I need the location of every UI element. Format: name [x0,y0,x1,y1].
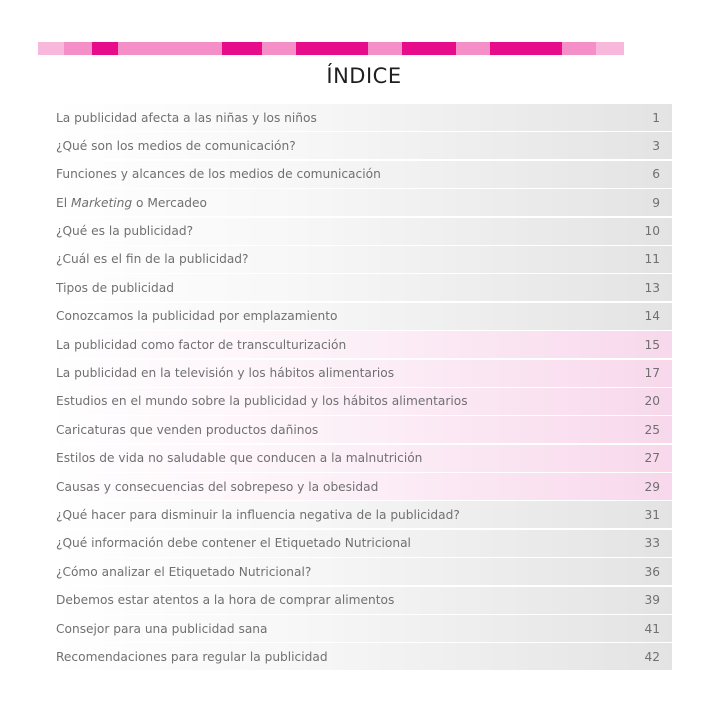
toc-entry-title [56,451,422,465]
toc-entry-text: ¿Qué es la publicidad? [56,224,194,239]
toc-page-number: 42 [644,649,660,664]
toc-entry-title [56,309,338,323]
toc-row[interactable] [52,303,672,330]
toc-entry-title [56,593,394,607]
toc-page-number: 25 [644,422,660,437]
toc-row[interactable] [52,360,672,387]
toc-entry-title [56,252,249,266]
toc-page-number: 13 [644,280,660,295]
toc-row[interactable] [52,587,672,614]
toc-page-number: 27 [644,451,660,466]
toc-row[interactable] [52,643,672,670]
toc-entry-title [56,394,468,408]
toc-entry-text: ¿Qué información debe contener el Etiquetado Nutricional [56,536,411,551]
toc-entry-title [56,139,296,153]
toc-entry-title [56,196,207,210]
toc-row[interactable] [52,132,672,159]
toc-row[interactable] [52,501,672,528]
band-segment [222,42,262,55]
band-segment [562,42,596,55]
toc-entry-text: Tipos de publicidad [56,280,174,295]
toc-entry-text: La publicidad en la televisión y los hábitos alimentarios [56,366,395,381]
toc-entry-title [56,536,411,550]
toc-entry-emphasis: Marketing [70,195,133,210]
toc-page-number: 20 [644,394,660,409]
toc-entry-title [56,480,378,494]
toc-row[interactable] [52,104,672,131]
band-segment [92,42,118,55]
toc-entry-text: o Mercadeo [132,195,207,210]
toc-entry-text: Causas y consecuencias del sobrepeso y la obesidad [56,479,379,494]
toc-page-number: 6 [652,167,660,182]
toc-row[interactable] [52,530,672,557]
toc-row[interactable] [52,473,672,500]
page-title: ÍNDICE [326,64,402,88]
toc-page-number: 11 [644,252,660,267]
toc-entry-text: ¿Cuál es el fin de la publicidad? [56,252,249,267]
toc-entry-text: Recomendaciones para regular la publicidad [56,649,328,664]
toc-page-number: 9 [652,195,660,210]
toc-page-number: 39 [644,593,660,608]
band-segment [64,42,92,55]
toc-entry-text: ¿Qué son los medios de comunicación? [56,138,296,153]
band-segment [38,42,64,55]
toc-row[interactable] [52,218,672,245]
toc-page-number: 29 [644,479,660,494]
toc-entry-title [56,622,268,636]
toc-row[interactable] [52,416,672,443]
toc-row[interactable] [52,161,672,188]
toc-page-number: 31 [644,507,660,522]
toc-row[interactable] [52,558,672,585]
band-segment [296,42,368,55]
toc-page-number: 3 [652,138,660,153]
toc-row[interactable] [52,189,672,216]
toc-entry-text: Estilos de vida no saludable que conducen a la malnutrición [56,451,423,466]
toc-page-number: 36 [644,564,660,579]
toc-page-number: 33 [644,536,660,551]
toc-entry-title [56,423,318,437]
toc-row[interactable] [52,388,672,415]
toc-entry-text: La publicidad afecta a las niñas y los niños [56,110,317,125]
toc-entry-text: La publicidad como factor de transculturización [56,337,347,352]
toc-page-number: 41 [644,621,660,636]
table-of-contents [52,104,672,672]
decorative-color-band [38,42,690,55]
toc-entry-title [56,281,174,295]
toc-entry-title [56,508,460,522]
toc-row[interactable] [52,331,672,358]
band-segment [118,42,222,55]
band-segment [402,42,456,55]
toc-entry-text: El [56,195,71,210]
toc-entry-title [56,650,328,664]
toc-entry-text: Estudios en el mundo sobre la publicidad y los hábitos alimentarios [56,394,468,409]
toc-entry-title [56,167,381,181]
toc-entry-title [56,338,346,352]
toc-page-number: 10 [644,224,660,239]
toc-row[interactable] [52,445,672,472]
toc-row[interactable] [52,246,672,273]
toc-entry-text: ¿Cómo analizar el Etiquetado Nutricional? [56,564,312,579]
toc-page-number: 1 [652,110,660,125]
toc-entry-title [56,111,317,125]
toc-page-number: 14 [644,309,660,324]
toc-entry-title [56,565,311,579]
toc-row[interactable] [52,615,672,642]
toc-entry-title [56,224,193,238]
toc-page-number: 17 [644,366,660,381]
toc-entry-text: ¿Qué hacer para disminuir la influencia negativa de la publicidad? [56,507,460,522]
toc-entry-text: Caricaturas que venden productos dañinos [56,422,319,437]
band-segment [262,42,296,55]
toc-entry-text: Conozcamos la publicidad por emplazamiento [56,309,338,324]
toc-row[interactable] [52,274,672,301]
band-segment [490,42,562,55]
toc-entry-text: Funciones y alcances de los medios de comunicación [56,167,381,182]
toc-entry-title [56,366,394,380]
toc-entry-text: Debemos estar atentos a la hora de comprar alimentos [56,593,395,608]
band-segment [456,42,490,55]
band-segment [368,42,402,55]
band-segment [596,42,624,55]
toc-entry-text: Consejor para una publicidad sana [56,621,268,636]
toc-page-number: 15 [644,337,660,352]
